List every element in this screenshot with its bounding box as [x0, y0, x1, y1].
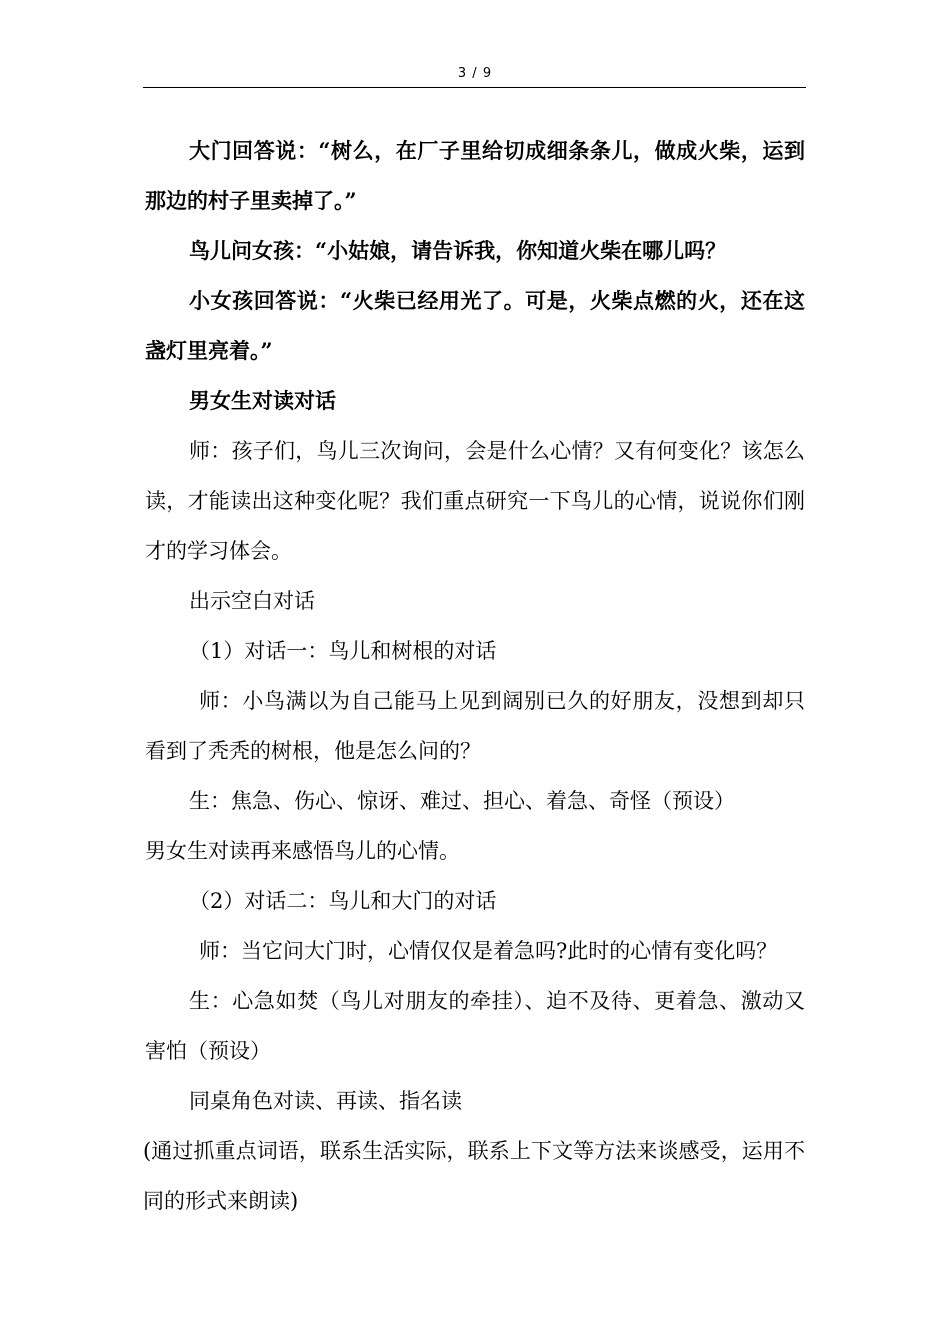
teacher-question-mood: 师：孩子们，鸟儿三次询问，会是什么心情？又有何变化？该怎么读，才能读出这种变化呢？我们重点研究一下鸟儿的心情，说说你们刚才的学习体会。 [145, 439, 805, 563]
deskmate-reading-note: 同桌角色对读、再读、指名读 [189, 1089, 462, 1113]
dialogue-two-heading: （2）对话二：鸟儿和大门的对话 [189, 889, 497, 913]
dialogue-girl-answer: 小女孩回答说：“火柴已经用光了。可是，火柴点燃的火，还在这盏灯里亮着。” [145, 288, 805, 363]
dialogue-gate-answer: 大门回答说：“树么，在厂子里给切成细条条儿，做成火柴，运到那边的村子里卖掉了。” [145, 138, 805, 213]
student-answer-one: 生：焦急、伤心、惊讶、难过、担心、着急、奇怪（预设） [189, 789, 735, 813]
teacher-dialogue-two: 师：当它问大门时，心情仅仅是着急吗?此时的心情有变化吗？ [199, 939, 778, 963]
header-rule [143, 87, 806, 88]
page-number: 3 / 9 [457, 66, 493, 81]
document-body [145, 126, 805, 1226]
teacher-dialogue-one: 师：小鸟满以为自己能马上见到阔别已久的好朋友，没想到却只看到了秃秃的树根，他是怎么问的？ [145, 689, 805, 763]
show-blank-dialogue: 出示空白对话 [189, 589, 315, 613]
dialogue-bird-asks-girl: 鸟儿问女孩：“小姑娘，请告诉我，你知道火柴在哪儿吗？ [189, 238, 727, 263]
method-note: (通过抓重点词语，联系生活实际，联系上下文等方法来谈感受，运用不同的形式来朗读) [143, 1139, 805, 1213]
boys-girls-reading-note: 男女生对读再来感悟鸟儿的心情。 [145, 839, 460, 863]
student-answer-two: 生：心急如焚（鸟儿对朋友的牵挂）、迫不及待、更着急、激动又害怕（预设） [145, 989, 805, 1063]
dialogue-one-heading: （1）对话一：鸟儿和树根的对话 [189, 639, 497, 663]
reading-instruction-boys-girls: 男女生对读对话 [189, 388, 336, 413]
